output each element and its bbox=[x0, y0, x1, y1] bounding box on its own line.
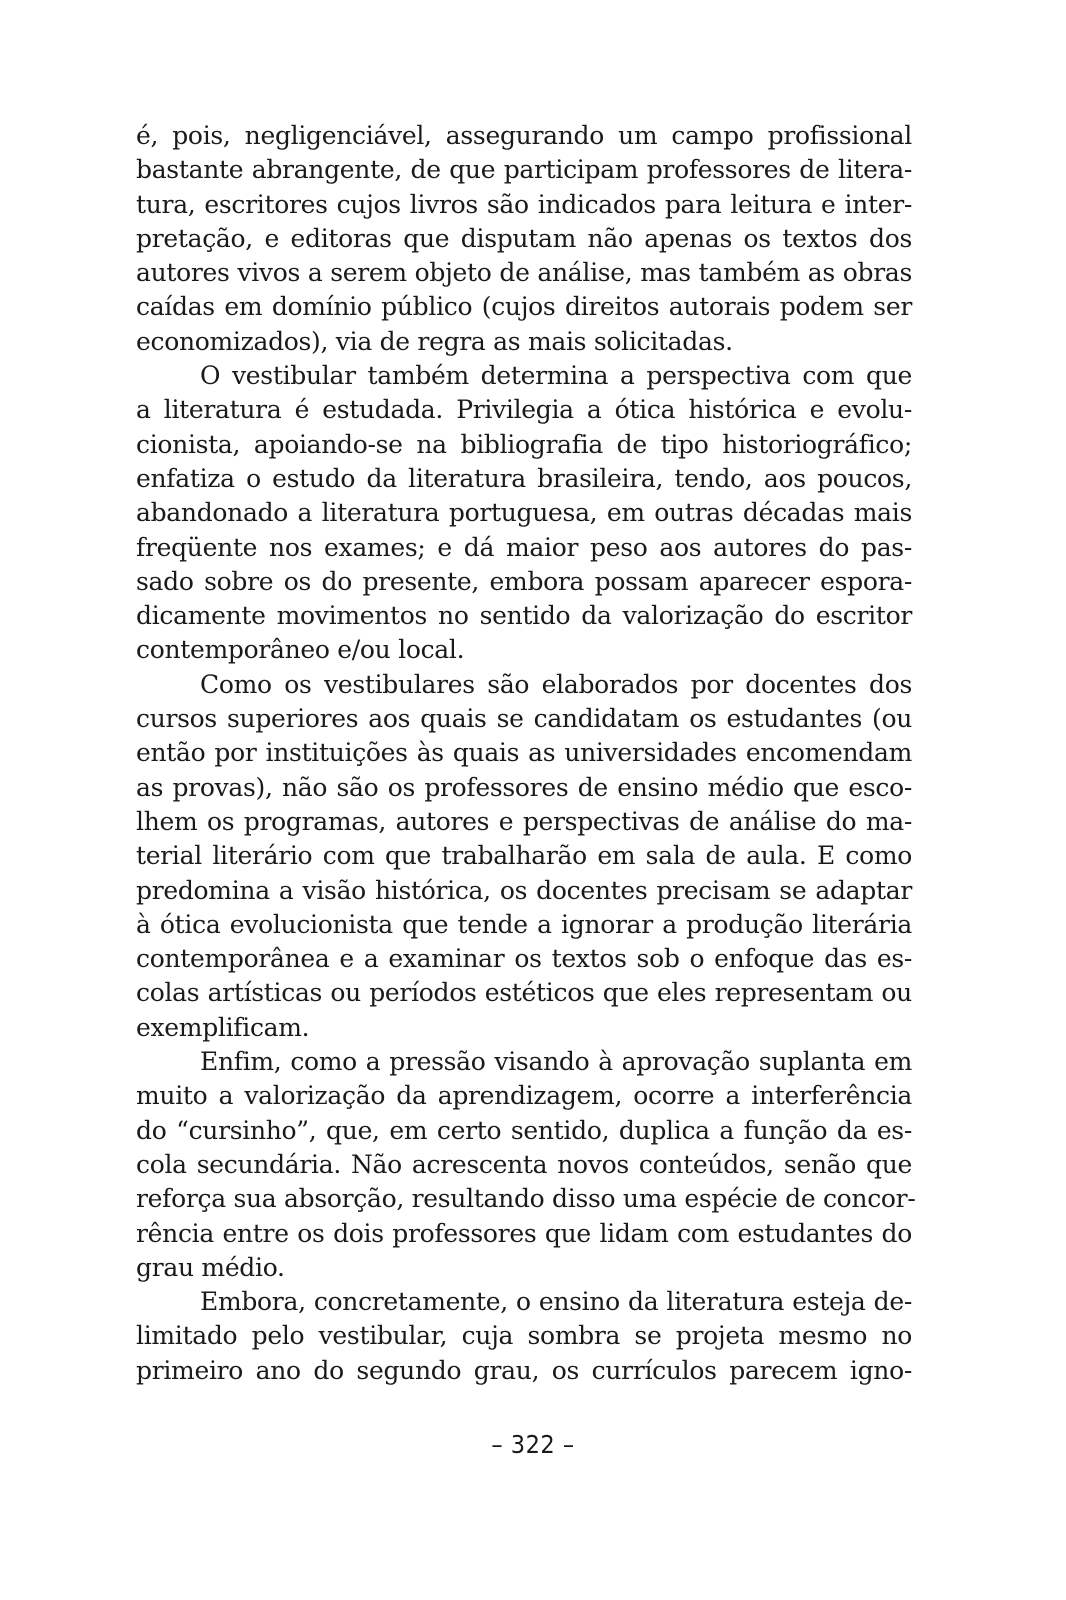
text-line: caídas em domínio público (cujos direitos autorais podem ser bbox=[136, 292, 912, 322]
text-line: enfatiza o estudo da literatura brasileira, tendo, aos poucos, bbox=[136, 463, 912, 493]
text-line: cionista, apoiando-se na bibliografia de tipo historiográfico; bbox=[136, 429, 912, 459]
text-line: cola secundária. Não acrescenta novos conteúdos, senão que bbox=[136, 1149, 912, 1179]
text-line: terial literário com que trabalharão em sala de aula. E como bbox=[136, 841, 912, 871]
text-line: exemplificam. bbox=[136, 1012, 310, 1042]
text-line: colas artísticas ou períodos estéticos que eles representam ou bbox=[136, 978, 912, 1008]
text-line: Enfim, como a pressão visando à aprovação suplanta em bbox=[200, 1047, 912, 1077]
text-line: rência entre os dois professores que lidam com estudantes do bbox=[136, 1218, 912, 1248]
text-line: as provas), não são os professores de ensino médio que esco- bbox=[136, 772, 912, 802]
text-line: do “cursinho”, que, em certo sentido, duplica a função da es- bbox=[136, 1115, 912, 1145]
text-line: reforça sua absorção, resultando disso uma espécie de concor- bbox=[136, 1184, 916, 1214]
text-line: lhem os programas, autores e perspectivas de análise do ma- bbox=[136, 806, 912, 836]
text-line: bastante abrangente, de que participam professores de litera- bbox=[136, 155, 912, 185]
text-line: limitado pelo vestibular, cuja sombra se projeta mesmo no bbox=[136, 1321, 912, 1351]
text-line: freqüente nos exames; e dá maior peso aos autores do pas- bbox=[136, 532, 912, 562]
text-line: contemporânea e a examinar os textos sob o enfoque das es- bbox=[136, 944, 912, 974]
text-line: a literatura é estudada. Privilegia a ótica histórica e evolu- bbox=[136, 395, 912, 425]
text-line: autores vivos a serem objeto de análise, mas também as obras bbox=[136, 258, 912, 288]
text-line: tura, escritores cujos livros são indicados para leitura e inter- bbox=[136, 189, 912, 219]
text-line: à ótica evolucionista que tende a ignorar a produção literária bbox=[136, 909, 912, 939]
text-line: pretação, e editoras que disputam não apenas os textos dos bbox=[136, 223, 912, 253]
body-text bbox=[136, 119, 916, 1388]
text-line: é, pois, negligenciável, assegurando um campo profissional bbox=[136, 121, 912, 150]
text-line: grau médio. bbox=[136, 1252, 285, 1282]
text-line: predomina a visão histórica, os docentes precisam se adaptar bbox=[136, 875, 912, 905]
text-line: muito a valorização da aprendizagem, ocorre a interferência bbox=[136, 1081, 912, 1111]
text-line: Embora, concretamente, o ensino da literatura esteja de- bbox=[200, 1287, 912, 1317]
text-line: abandonado a literatura portuguesa, em outras décadas mais bbox=[136, 498, 912, 528]
text-line: dicamente movimentos no sentido da valorização do escritor bbox=[136, 601, 912, 631]
text-line: economizados), via de regra as mais solicitadas. bbox=[136, 326, 733, 356]
text-line: Como os vestibulares são elaborados por docentes dos bbox=[200, 669, 912, 699]
text-line: O vestibular também determina a perspectiva com que bbox=[200, 361, 912, 391]
text-line: sado sobre os do presente, embora possam aparecer espora- bbox=[136, 566, 912, 596]
text-line: cursos superiores aos quais se candidatam os estudantes (ou bbox=[136, 704, 912, 734]
page-number: – 322 – bbox=[491, 1430, 575, 1459]
text-line: primeiro ano do segundo grau, os currículos parecem igno- bbox=[136, 1355, 912, 1385]
text-line: então por instituições às quais as universidades encomendam bbox=[136, 738, 912, 768]
text-line: contemporâneo e/ou local. bbox=[136, 635, 465, 665]
